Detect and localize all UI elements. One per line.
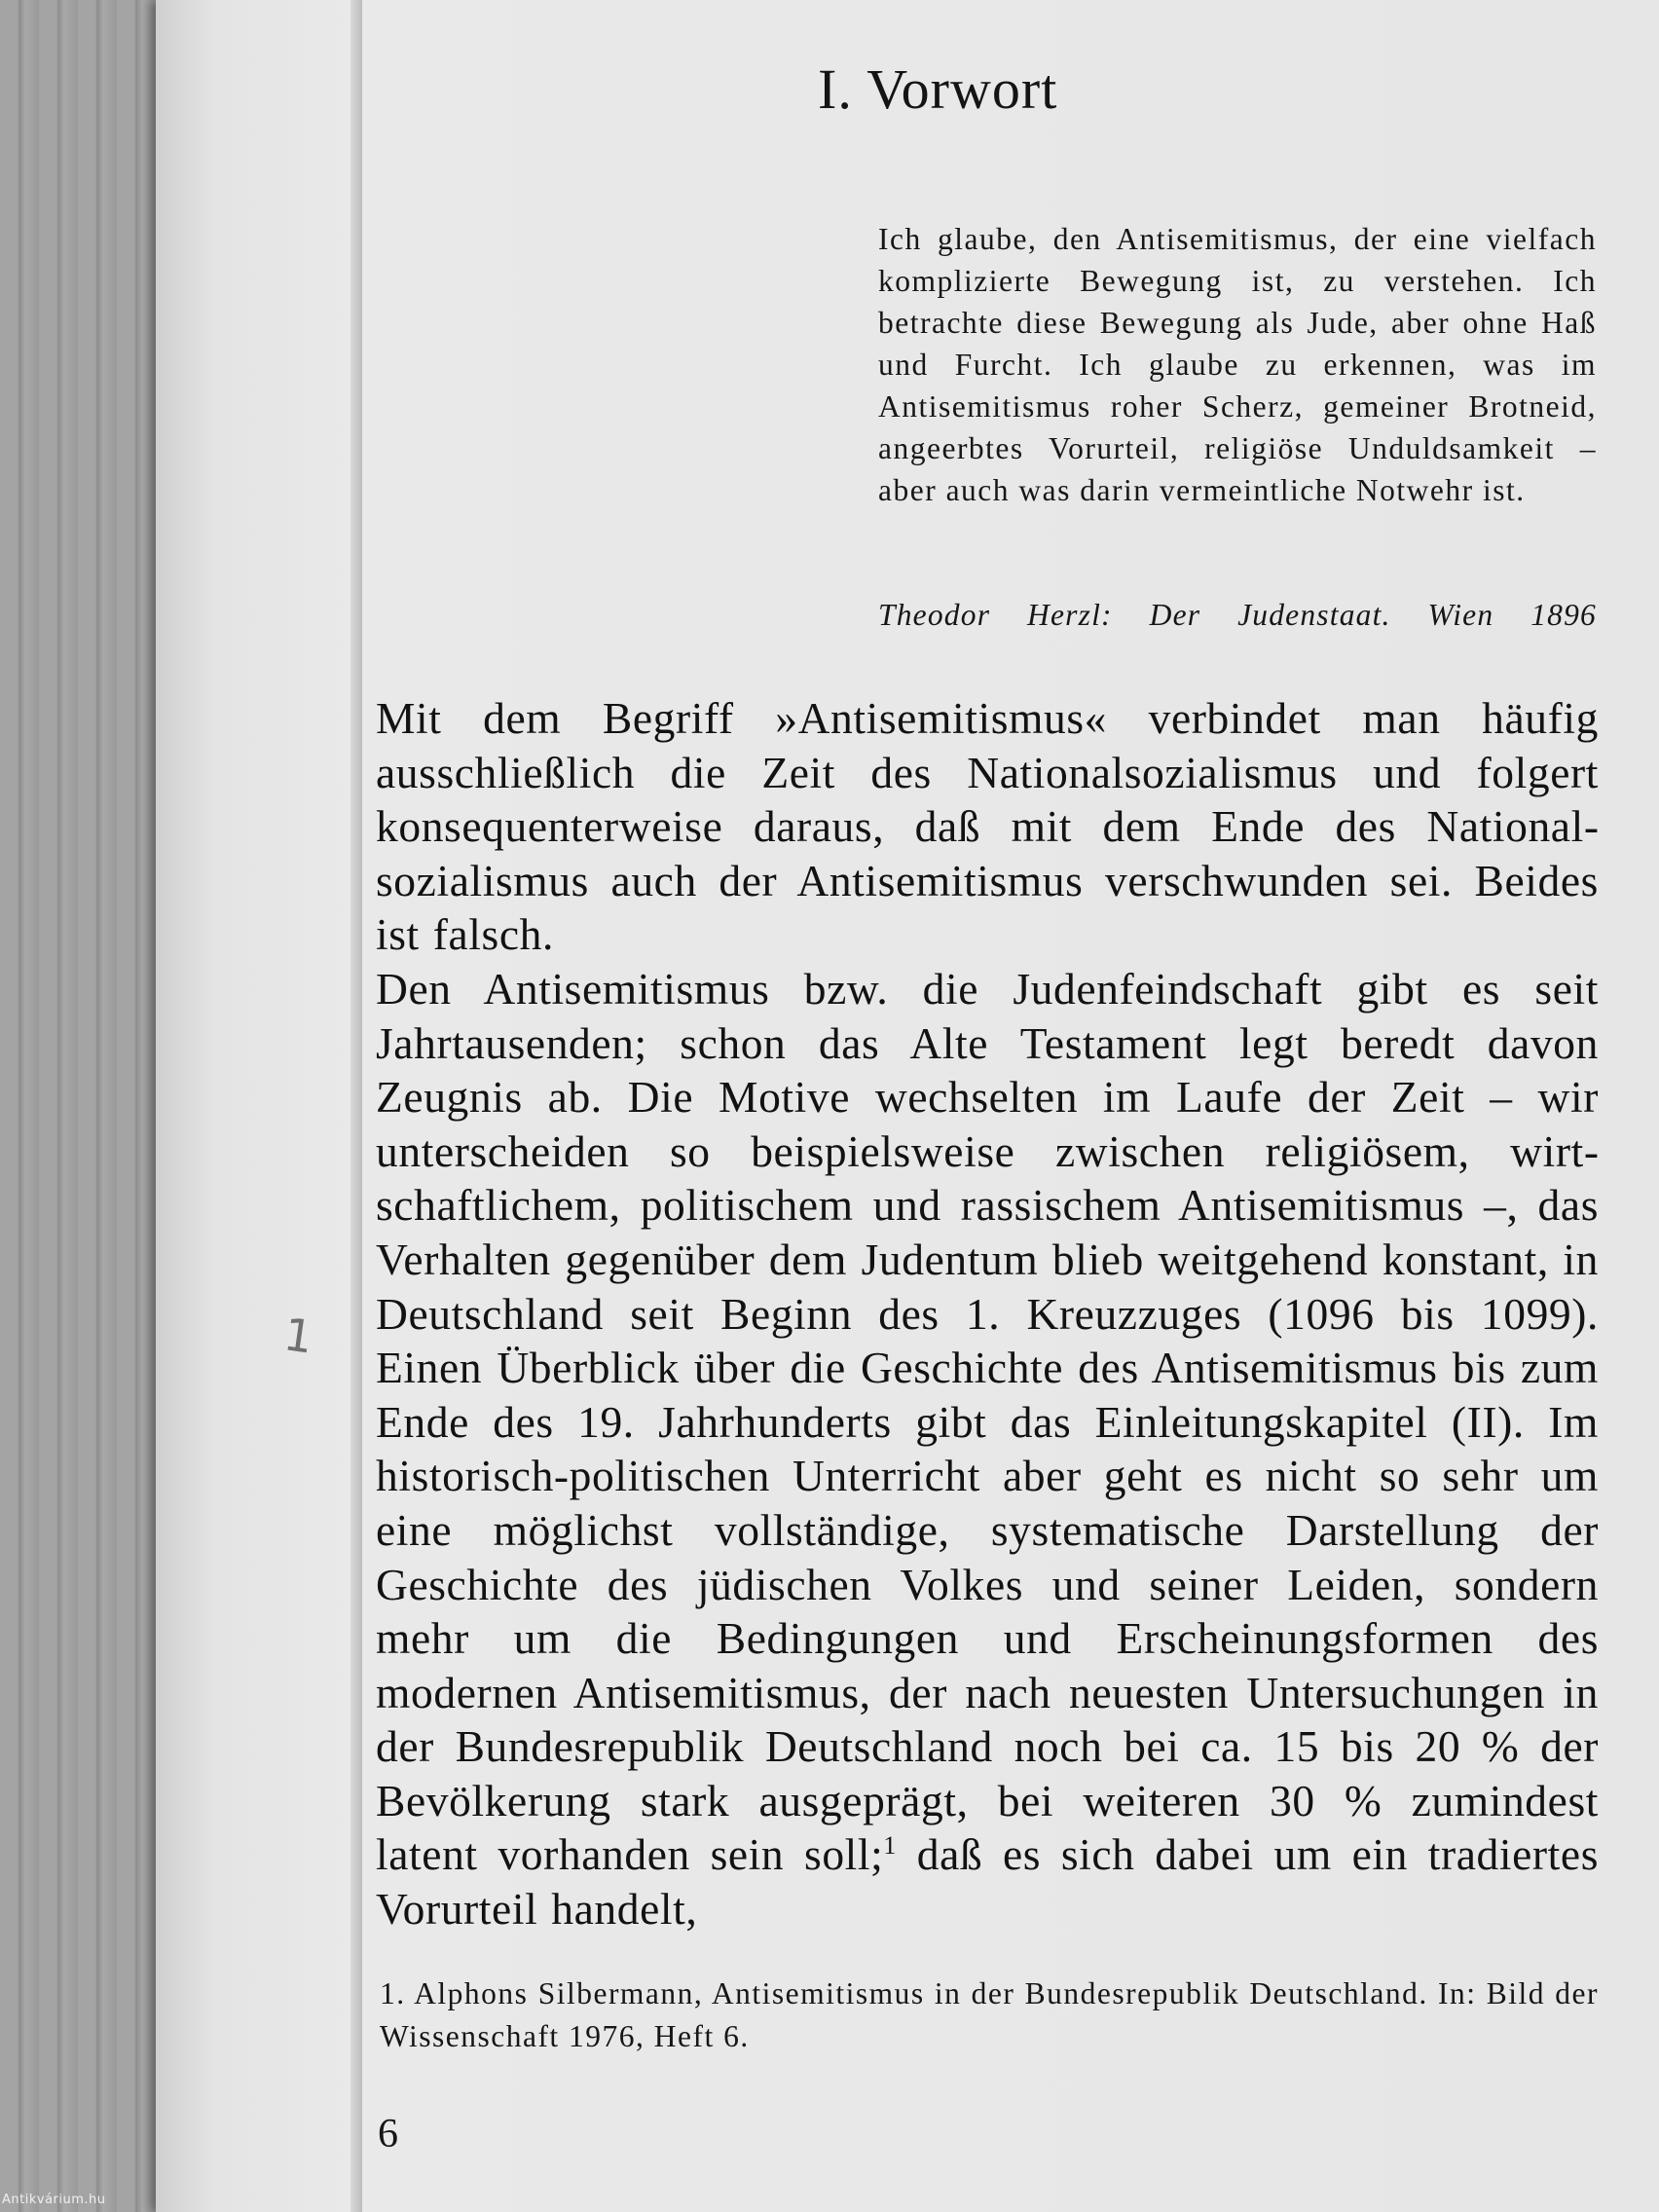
footnote: 1. Alphons Silbermann, Antisemitismus in der Bundesrepublik Deutschland. In: Bild der Wissenschaft 1976, Heft 6. (380, 1976, 1599, 2053)
page-number: 6 (378, 2112, 398, 2157)
background-surface (0, 0, 156, 2212)
footnote-reference: 1 (883, 1831, 898, 1861)
handwritten-margin-mark: 1 (280, 1308, 316, 1364)
page-title: I. Vorwort (818, 57, 1058, 121)
body-text (376, 691, 1599, 1936)
paragraph-1: Mit dem Begriff »Antisemitismus« verbindet man häufig ausschließlich die Zeit des Nationalsozialismus und folgert konsequenterweise daraus, daß mit dem Ende des Nationalsozialismus auch der Antisemitismus verschwunden sei. Beides ist falsch. (376, 693, 1599, 960)
motto-source: Theodor Herzl: Der Judenstaat. Wien 1896 (878, 598, 1597, 632)
paragraph-2-text: Den Antisemitismus bzw. die Judenfeindschaft gibt es seit Jahrtausenden; schon das Alte Testament legt beredt davon Zeugnis ab. Die Motive wechselten im Laufe der Zeit – wir unterscheiden so beispielsweise zwischen religiösem, wirtschaftlichem, politischem und rassischem Antisemitismus –, das Verhalten gegenüber dem Judentum blieb weitgehend konstant, in Deutschland seit Beginn des 1. Kreuzzuges (1096 bis 1099). Einen Überblick über die Geschichte des Antisemitismus bis zum Ende des 19. Jahrhunderts gibt das Einleitungskapitel (II). Im historisch-politischen Unterricht aber geht es nicht so sehr um eine möglichst vollständige, systematische Darstellung der Geschichte des jüdischen Volkes und seiner Leiden, sondern mehr um die Bedingungen und Erscheinungsformen des modernen Antisemitismus, der nach neuesten Untersuchungen in der Bundesrepublik Deutschland noch bei ca. 15 bis 20 % der Bevölkerung stark ausgeprägt, bei weiteren 30 % zumindest latent vorhanden sein soll; (376, 963, 1599, 1880)
paragraph-2-end: daß es sich dabei um ein tradiertes Vorurteil handelt, (376, 1829, 1599, 1935)
paragraph-2 (376, 962, 1599, 1936)
page-edge (350, 0, 362, 2212)
watermark: Antikvárium.hu (2, 2193, 106, 2207)
motto-quote: Ich glaube, den Antisemitismus, der eine vielfach komplizierte Bewegung ist, zu verstehen. Ich betrachte diese Bewegung als Jude, aber ohne Haß und Furcht. Ich glaube zu erkennen, was im Antisemitismus roher Scherz, gemeiner Brotneid, angeerbtes Vorurteil, religiöse Unduldsamkeit – aber auch was darin vermeintliche Notwehr ist. (878, 222, 1597, 507)
